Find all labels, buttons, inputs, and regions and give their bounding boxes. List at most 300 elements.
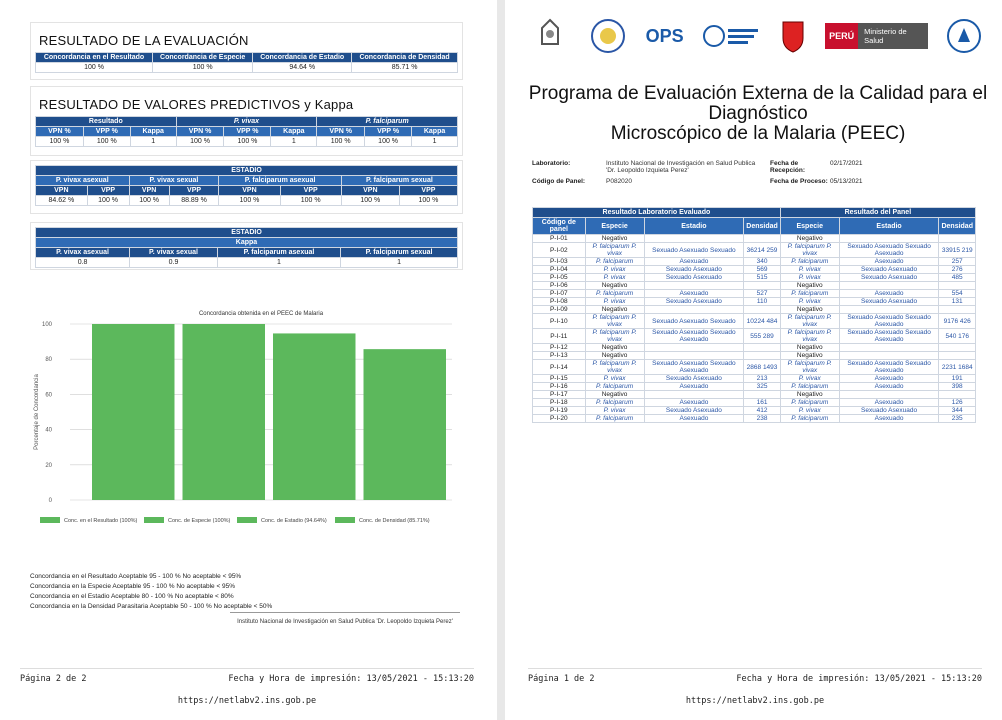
y-axis-label: Porcentaje de Concordancia bbox=[34, 374, 40, 450]
results-cell: P-I-20 bbox=[533, 415, 586, 423]
results-cell: Sexuado Asexuado bbox=[839, 298, 939, 306]
results-cell: Negativo bbox=[780, 306, 839, 314]
reception-label: Fecha de Recepción: bbox=[770, 160, 806, 174]
results-cell: P. falciparum bbox=[780, 258, 839, 266]
results-cell: Negativo bbox=[780, 391, 839, 399]
process-value: 05/13/2021 bbox=[830, 178, 863, 185]
y-tick-label: 100 bbox=[41, 322, 52, 328]
evaluation-header: Concordancia en el Resultado bbox=[36, 53, 153, 63]
y-tick-label: 20 bbox=[45, 462, 52, 469]
results-cell: P. falciparum P. vivax bbox=[780, 243, 839, 258]
results-cell: 540 176 bbox=[939, 329, 976, 344]
table-row bbox=[533, 329, 976, 344]
panel-label: Código de Panel: bbox=[532, 178, 586, 185]
results-cell: Asexuado bbox=[644, 290, 744, 298]
results-cell: P-I-18 bbox=[533, 399, 586, 407]
results-cell bbox=[744, 352, 781, 360]
table-row bbox=[533, 266, 976, 274]
evaluation-header: Concordancia de Estadio bbox=[253, 53, 352, 63]
results-cell bbox=[939, 306, 976, 314]
results-cell: P. falciparum bbox=[585, 383, 644, 391]
results-cell: P-I-14 bbox=[533, 360, 586, 375]
predictive-value: 1 bbox=[130, 137, 176, 147]
legend-swatch bbox=[144, 517, 164, 523]
results-cell: P. falciparum bbox=[585, 399, 644, 407]
results-cell: P. falciparum bbox=[780, 383, 839, 391]
results-cell: Asexuado bbox=[839, 415, 939, 423]
table-row bbox=[533, 274, 976, 282]
evaluation-header: Concordancia de Densidad bbox=[352, 53, 458, 63]
results-cell bbox=[839, 391, 939, 399]
results-cell: Sexuado Asexuado bbox=[839, 274, 939, 282]
kappa-header: P. falciparum asexual bbox=[217, 248, 340, 258]
process-label: Fecha de Proceso: bbox=[770, 178, 828, 185]
results-cell: 10224 484 bbox=[744, 314, 781, 329]
results-cell: P. falciparum bbox=[780, 399, 839, 407]
results-cell: P-I-02 bbox=[533, 243, 586, 258]
bar bbox=[183, 324, 266, 500]
results-cell bbox=[744, 391, 781, 399]
results-cell bbox=[939, 282, 976, 290]
results-cell bbox=[644, 352, 744, 360]
results-cell: P-I-10 bbox=[533, 314, 586, 329]
concordance-bar-chart bbox=[30, 304, 460, 534]
results-cell: 235 bbox=[939, 415, 976, 423]
predictive-subheader: VPP % bbox=[224, 127, 271, 137]
results-cell: P-I-08 bbox=[533, 298, 586, 306]
page-number: Página 1 de 2 bbox=[528, 674, 595, 684]
results-cell: 9176 426 bbox=[939, 314, 976, 329]
results-cell: 515 bbox=[744, 274, 781, 282]
results-cell: Sexuado Asexuado Sexuado Asexuado bbox=[644, 329, 744, 344]
legend-label: Conc. de Densidad (85.71%) bbox=[359, 518, 430, 524]
results-cell: P. vivax bbox=[585, 266, 644, 274]
legend-label: Conc. de Especie (100%) bbox=[168, 518, 231, 524]
predictive-subheader: Kappa bbox=[271, 127, 317, 137]
table-row bbox=[533, 383, 976, 391]
results-cell bbox=[839, 344, 939, 352]
report-title bbox=[528, 84, 988, 144]
stage-value: 100 % bbox=[87, 196, 129, 206]
table-row bbox=[533, 375, 976, 383]
predictive-value: 100 % bbox=[36, 137, 84, 147]
results-cell: P-I-19 bbox=[533, 407, 586, 415]
stage-value: 84.62 % bbox=[36, 196, 88, 206]
predictive-value: 100 % bbox=[365, 137, 412, 147]
predictive-subheader: Kappa bbox=[130, 127, 176, 137]
results-cell: 398 bbox=[939, 383, 976, 391]
results-cell: P-I-12 bbox=[533, 344, 586, 352]
results-cell: 325 bbox=[744, 383, 781, 391]
table-row bbox=[533, 399, 976, 407]
predictive-value: 100 % bbox=[224, 137, 271, 147]
peru-shield-logo bbox=[779, 16, 807, 56]
results-cell: 569 bbox=[744, 266, 781, 274]
stage-value: 100 % bbox=[129, 196, 169, 206]
stage-value: 100 % bbox=[341, 196, 399, 206]
results-cell: P. falciparum bbox=[585, 258, 644, 266]
oms-logo bbox=[702, 16, 762, 56]
results-cell: P-I-06 bbox=[533, 282, 586, 290]
results-cell: P-I-15 bbox=[533, 375, 586, 383]
evaluation-value: 100 % bbox=[153, 63, 253, 73]
results-cell bbox=[939, 235, 976, 243]
results-cell bbox=[839, 235, 939, 243]
acceptance-notes bbox=[30, 572, 272, 612]
results-cell: P. vivax bbox=[585, 274, 644, 282]
results-cell: Asexuado bbox=[644, 399, 744, 407]
table-row bbox=[533, 391, 976, 399]
results-cell: Sexuado Asexuado bbox=[644, 407, 744, 415]
kappa-header: P. vivax asexual bbox=[36, 248, 130, 258]
results-cell: P. falciparum P. vivax bbox=[585, 360, 644, 375]
results-cell: 110 bbox=[744, 298, 781, 306]
footer bbox=[20, 674, 474, 684]
results-cell: P. falciparum bbox=[780, 290, 839, 298]
legend-swatch bbox=[335, 517, 355, 523]
results-cell: Sexuado Asexuado bbox=[644, 298, 744, 306]
kappa-header: P. vivax sexual bbox=[130, 248, 218, 258]
results-cell bbox=[644, 344, 744, 352]
results-cell: Sexuado Asexuado bbox=[839, 266, 939, 274]
results-cell: Sexuado Asexuado bbox=[644, 266, 744, 274]
lab-label: Laboratorio: bbox=[532, 160, 571, 167]
results-cell: 554 bbox=[939, 290, 976, 298]
evaluation-value: 100 % bbox=[36, 63, 153, 73]
results-cell: P-I-07 bbox=[533, 290, 586, 298]
results-header: Densidad bbox=[939, 218, 976, 235]
results-cell: Negativo bbox=[780, 235, 839, 243]
results-cell bbox=[644, 282, 744, 290]
table-row bbox=[533, 258, 976, 266]
table-row bbox=[533, 243, 976, 258]
results-cell: P. vivax bbox=[585, 298, 644, 306]
results-cell bbox=[644, 235, 744, 243]
kappa-title: ESTADIO bbox=[36, 228, 458, 238]
results-cell: P. vivax bbox=[585, 407, 644, 415]
table-row bbox=[533, 282, 976, 290]
results-cell: 344 bbox=[939, 407, 976, 415]
bar bbox=[92, 324, 175, 500]
table-row bbox=[533, 298, 976, 306]
results-cell bbox=[644, 306, 744, 314]
results-cell: Sexuado Asexuado Sexuado Asexuado bbox=[839, 329, 939, 344]
results-cell: Negativo bbox=[780, 282, 839, 290]
results-cell: 527 bbox=[744, 290, 781, 298]
results-cell: 2231 1684 bbox=[939, 360, 976, 375]
results-cell: Asexuado bbox=[839, 399, 939, 407]
kappa-value: 0.8 bbox=[36, 258, 130, 268]
stage-group: P. vivax asexual bbox=[36, 176, 130, 186]
results-cell: 257 bbox=[939, 258, 976, 266]
results-header: Densidad bbox=[744, 218, 781, 235]
results-cell: Asexuado bbox=[839, 290, 939, 298]
stage-section bbox=[30, 160, 463, 214]
results-cell: P-I-03 bbox=[533, 258, 586, 266]
results-cell: 555 289 bbox=[744, 329, 781, 344]
stage-group: P. vivax sexual bbox=[129, 176, 219, 186]
kappa-table bbox=[35, 227, 458, 268]
panel-value: P082020 bbox=[606, 178, 633, 185]
predictive-subheader: Kappa bbox=[412, 127, 458, 137]
results-cell: P. falciparum P. vivax bbox=[780, 329, 839, 344]
results-cell: 213 bbox=[744, 375, 781, 383]
results-cell: Sexuado Asexuado Sexuado Asexuado bbox=[839, 360, 939, 375]
stage-subheader: VPP bbox=[280, 186, 341, 196]
predictive-subheader: VPN % bbox=[36, 127, 84, 137]
ministerio-label: Ministerio de Salud bbox=[858, 23, 928, 49]
results-table bbox=[532, 207, 976, 423]
results-cell: Asexuado bbox=[839, 383, 939, 391]
results-cell: Sexuado Asexuado bbox=[839, 407, 939, 415]
evaluation-header: Concordancia de Especie bbox=[153, 53, 253, 63]
stage-subheader: VPP bbox=[399, 186, 457, 196]
table-row bbox=[533, 352, 976, 360]
results-cell bbox=[744, 306, 781, 314]
results-cell: Negativo bbox=[585, 352, 644, 360]
results-cell: P. falciparum P. vivax bbox=[585, 329, 644, 344]
results-header: Especie bbox=[780, 218, 839, 235]
results-cell: 33915 219 bbox=[939, 243, 976, 258]
chart-title: Concordancia obtenida en el PEEC de Malaria bbox=[198, 311, 324, 317]
bar bbox=[273, 333, 356, 500]
ministerio-logo bbox=[588, 16, 628, 56]
results-cell: P. falciparum bbox=[585, 290, 644, 298]
results-cell: P. falciparum bbox=[585, 415, 644, 423]
results-cell: Sexuado Asexuado bbox=[644, 274, 744, 282]
signature-line: Instituto Nacional de Investigación en Salud Publica 'Dr. Leopoldo Izquieta Perez' bbox=[230, 612, 460, 625]
predictive-section bbox=[30, 86, 463, 156]
results-cell: 126 bbox=[939, 399, 976, 407]
kappa-section bbox=[30, 222, 463, 270]
results-cell bbox=[839, 352, 939, 360]
results-cell: Sexuado Asexuado Sexuado bbox=[644, 314, 744, 329]
results-cell: Negativo bbox=[585, 344, 644, 352]
title-line-2: Diagnóstico bbox=[708, 103, 808, 124]
kappa-subtitle: Kappa bbox=[36, 238, 458, 248]
predictive-group: P. vivax bbox=[176, 117, 317, 127]
results-cell: Sexuado Asexuado bbox=[644, 375, 744, 383]
results-cell: Asexuado bbox=[644, 258, 744, 266]
stage-subheader: VPN bbox=[36, 186, 88, 196]
results-cell: P. vivax bbox=[780, 375, 839, 383]
ins-logo bbox=[946, 16, 982, 56]
group-panel: Resultado del Panel bbox=[780, 208, 975, 218]
stage-value: 100 % bbox=[399, 196, 457, 206]
group-lab-evaluado: Resultado Laboratorio Evaluado bbox=[533, 208, 781, 218]
predictive-value: 1 bbox=[271, 137, 317, 147]
results-cell: 340 bbox=[744, 258, 781, 266]
acceptance-note: Concordancia en el Estadio Aceptable 80 - 100 % No aceptable < 80% bbox=[30, 593, 234, 600]
footer-url[interactable]: https://netlabv2.ins.gob.pe bbox=[685, 696, 825, 706]
predictive-subheader: VPN % bbox=[317, 127, 365, 137]
evaluation-section bbox=[30, 22, 463, 80]
predictive-subheader: VPN % bbox=[176, 127, 224, 137]
results-header: Estadio bbox=[839, 218, 939, 235]
results-cell: P. falciparum P. vivax bbox=[585, 243, 644, 258]
peru-ministerio-logo bbox=[825, 16, 928, 56]
predictive-value: 100 % bbox=[83, 137, 130, 147]
results-cell: P. vivax bbox=[780, 407, 839, 415]
table-row bbox=[533, 344, 976, 352]
results-cell: P. falciparum P. vivax bbox=[585, 314, 644, 329]
results-cell: Sexuado Asexuado Sexuado Asexuado bbox=[644, 360, 744, 375]
ops-logo: OPS bbox=[645, 25, 684, 46]
report-page-2 bbox=[0, 0, 494, 720]
results-cell: P. vivax bbox=[780, 298, 839, 306]
y-tick-label: 80 bbox=[45, 357, 52, 364]
results-cell: P-I-17 bbox=[533, 391, 586, 399]
results-cell: 36214 259 bbox=[744, 243, 781, 258]
predictive-table bbox=[35, 116, 458, 147]
stage-subheader: VPN bbox=[129, 186, 169, 196]
page-number: Página 2 de 2 bbox=[20, 674, 87, 684]
results-cell bbox=[939, 344, 976, 352]
kappa-value: 0.9 bbox=[130, 258, 218, 268]
legend-label: Conc. en el Resultado (100%) bbox=[64, 518, 138, 524]
title-line-1: Programa de Evaluación Externa de la Calidad para el bbox=[528, 83, 988, 104]
results-header: Código de panel bbox=[533, 218, 586, 235]
y-tick-label: 60 bbox=[45, 392, 52, 399]
evaluation-value: 94.64 % bbox=[253, 63, 352, 73]
results-cell: P-I-05 bbox=[533, 274, 586, 282]
stage-group: P. falciparum asexual bbox=[219, 176, 341, 186]
peru-label: PERÚ bbox=[825, 23, 858, 49]
results-cell: Negativo bbox=[585, 306, 644, 314]
predictive-subheader: VPP % bbox=[365, 127, 412, 137]
acceptance-note: Concordancia en la Densidad Parasitaria Aceptable 50 - 100 % No aceptable < 50% bbox=[30, 603, 273, 610]
stage-subheader: VPP bbox=[87, 186, 129, 196]
results-cell: P. falciparum P. vivax bbox=[780, 360, 839, 375]
predictive-title: RESULTADO DE VALORES PREDICTIVOS y Kappa bbox=[39, 97, 354, 112]
predictive-value: 100 % bbox=[317, 137, 365, 147]
footer-url[interactable]: https://netlabv2.ins.gob.pe bbox=[177, 696, 317, 706]
title-line-3: Microscópico de la Malaria (PEEC) bbox=[610, 123, 906, 144]
results-cell: P. falciparum bbox=[780, 415, 839, 423]
lab-value: Instituto Nacional de Investigación en Salud Publica 'Dr. Leopoldo Izquieta Perez' bbox=[606, 160, 756, 174]
results-cell: 485 bbox=[939, 274, 976, 282]
results-cell: P-I-09 bbox=[533, 306, 586, 314]
results-cell: P. vivax bbox=[780, 274, 839, 282]
results-header: Estadio bbox=[644, 218, 744, 235]
legend-swatch bbox=[40, 517, 60, 523]
results-cell bbox=[744, 344, 781, 352]
results-header: Especie bbox=[585, 218, 644, 235]
results-cell: Negativo bbox=[585, 391, 644, 399]
results-cell: P. vivax bbox=[780, 266, 839, 274]
results-cell: Sexuado Asexuado Sexuado Asexuado bbox=[839, 314, 939, 329]
y-tick-label: 40 bbox=[45, 427, 52, 434]
y-tick-label: 0 bbox=[48, 498, 52, 504]
results-cell: 131 bbox=[939, 298, 976, 306]
results-cell: 412 bbox=[744, 407, 781, 415]
results-cell bbox=[939, 391, 976, 399]
predictive-group: P. falciparum bbox=[317, 117, 458, 127]
table-row bbox=[533, 360, 976, 375]
kappa-header: P. falciparum sexual bbox=[341, 248, 458, 258]
results-cell: 276 bbox=[939, 266, 976, 274]
results-cell bbox=[644, 391, 744, 399]
stage-value: 88.89 % bbox=[169, 196, 219, 206]
stage-table bbox=[35, 165, 458, 206]
predictive-subheader: VPP % bbox=[83, 127, 130, 137]
results-cell: 2868 1493 bbox=[744, 360, 781, 375]
results-cell: Sexuado Asexuado Sexuado bbox=[644, 243, 744, 258]
predictive-group: Resultado bbox=[36, 117, 177, 127]
results-cell: 161 bbox=[744, 399, 781, 407]
legend-label: Conc. de Estadio (94.64%) bbox=[261, 518, 327, 524]
bar bbox=[364, 349, 447, 500]
results-cell: Sexuado Asexuado Sexuado Asexuado bbox=[839, 243, 939, 258]
results-cell: Asexuado bbox=[644, 415, 744, 423]
results-cell: Negativo bbox=[585, 282, 644, 290]
results-cell bbox=[839, 306, 939, 314]
results-cell: P-I-13 bbox=[533, 352, 586, 360]
table-row bbox=[533, 290, 976, 298]
table-row bbox=[533, 407, 976, 415]
results-cell: 238 bbox=[744, 415, 781, 423]
results-cell bbox=[939, 352, 976, 360]
results-cell: P-I-11 bbox=[533, 329, 586, 344]
evaluation-table bbox=[35, 52, 458, 73]
print-date: Fecha y Hora de impresión: 13/05/2021 - 15:13:20 bbox=[228, 674, 474, 684]
evaluation-title: RESULTADO DE LA EVALUACIÓN bbox=[39, 33, 249, 48]
legend-swatch bbox=[237, 517, 257, 523]
results-cell: P. falciparum P. vivax bbox=[780, 314, 839, 329]
kappa-value: 1 bbox=[341, 258, 458, 268]
stage-title: ESTADIO bbox=[36, 166, 458, 176]
results-cell: P-I-01 bbox=[533, 235, 586, 243]
results-cell: Asexuado bbox=[644, 383, 744, 391]
evaluation-value: 85.71 % bbox=[352, 63, 458, 73]
stage-subheader: VPN bbox=[219, 186, 280, 196]
print-date: Fecha y Hora de impresión: 13/05/2021 - 15:13:20 bbox=[736, 674, 982, 684]
report-meta bbox=[532, 160, 976, 189]
predictive-value: 100 % bbox=[176, 137, 224, 147]
acceptance-note: Concordancia en la Especie Aceptable 95 - 100 % No aceptable < 95% bbox=[30, 583, 236, 590]
results-cell: P-I-04 bbox=[533, 266, 586, 274]
results-cell: Asexuado bbox=[839, 375, 939, 383]
stage-value: 100 % bbox=[219, 196, 280, 206]
stage-subheader: VPP bbox=[169, 186, 219, 196]
acceptance-note: Concordancia en el Resultado Aceptable 95 - 100 % No aceptable < 95% bbox=[30, 573, 242, 580]
results-cell: P-I-16 bbox=[533, 383, 586, 391]
results-cell: 191 bbox=[939, 375, 976, 383]
results-cell bbox=[744, 282, 781, 290]
stage-value: 100 % bbox=[280, 196, 341, 206]
reception-value: 02/17/2021 bbox=[830, 160, 863, 167]
results-cell: Asexuado bbox=[839, 258, 939, 266]
table-row bbox=[533, 306, 976, 314]
stage-subheader: VPN bbox=[341, 186, 399, 196]
table-row bbox=[533, 314, 976, 329]
results-cell: P. vivax bbox=[585, 375, 644, 383]
secretaria-de-salud-logo bbox=[530, 16, 570, 56]
kappa-value: 1 bbox=[217, 258, 340, 268]
results-cell: Negativo bbox=[780, 344, 839, 352]
footer bbox=[528, 674, 982, 684]
results-cell: Negativo bbox=[780, 352, 839, 360]
header-logos bbox=[530, 10, 982, 62]
results-cell bbox=[839, 282, 939, 290]
results-cell bbox=[744, 235, 781, 243]
table-row bbox=[533, 415, 976, 423]
table-row bbox=[533, 235, 976, 243]
results-cell: Negativo bbox=[585, 235, 644, 243]
stage-group: P. falciparum sexual bbox=[341, 176, 457, 186]
report-page-1 bbox=[508, 0, 1002, 720]
predictive-value: 1 bbox=[412, 137, 458, 147]
